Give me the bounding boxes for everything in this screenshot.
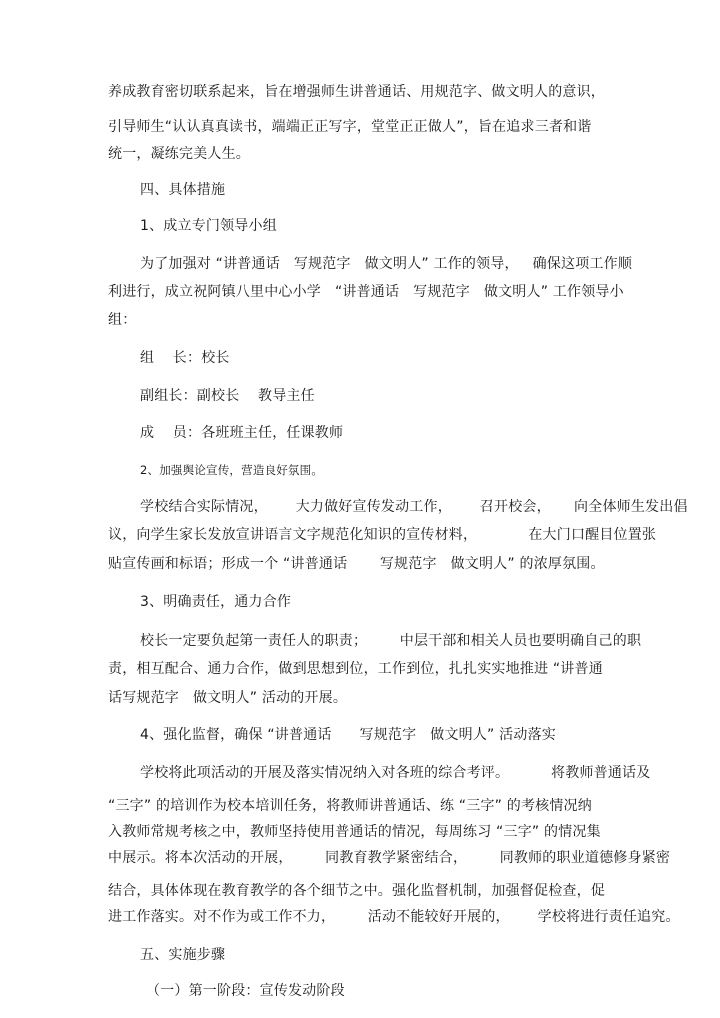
group-members: 成 员：各班班主任，任课教师 bbox=[140, 425, 344, 441]
item-4-line-3: 入教师常规考核之中，教师坚持使用普通话的情况，每周练习 “三字” 的情况集 bbox=[108, 824, 601, 840]
item-4-line-5: 结合，具体体现在教育教学的各个细节之中。强化监督机制，加强督促检查，促 bbox=[108, 883, 605, 899]
group-leader: 组 长：校长 bbox=[140, 350, 230, 366]
item-3-line-2: 责，相互配合、通力合作，做到思想到位，工作到位，扎扎实实地推进 “讲普通 bbox=[108, 661, 603, 677]
section-5-heading: 五、实施步骤 bbox=[140, 947, 226, 963]
item-4-line-1: 学校将此项活动的开展及落实情况纳入对各班的综合考评。 将教师普通话及 bbox=[140, 765, 651, 781]
intro-line-2: 引导师生“认认真真读书，端端正正写字，堂堂正正做人”，旨在追求三者和谐 bbox=[108, 119, 592, 135]
intro-line-1: 养成教育密切联系起来，旨在增强师生讲普通话、用规范字、做文明人的意识， bbox=[108, 84, 605, 100]
item-2-heading: 2、加强舆论宣传，营造良好氛围。 bbox=[140, 463, 324, 477]
item-2-line-1: 学校结合实际情况， 大力做好宣传发动工作， 召开校会， 向全体师生发出倡 bbox=[140, 499, 688, 515]
item-1-line-3: 组： bbox=[108, 312, 137, 328]
item-3-heading: 3、明确责任，通力合作 bbox=[140, 594, 292, 610]
item-4-line-2: “三字” 的培训作为校本培训任务，将教师讲普通话、练 “三字” 的考核情况纳 bbox=[108, 798, 592, 814]
item-2-line-2: 议，向学生家长发放宣讲语言文字规范化知识的宣传材料， 在大门口醒目位置张 bbox=[108, 527, 657, 543]
item-4-line-6: 进工作落实。对不作为或工作不力， 活动不能较好开展的， 学校将进行责任追究。 bbox=[108, 909, 680, 925]
item-3-line-1: 校长一定要负起第一责任人的职责； 中层干部和相关人员也要明确自己的职 bbox=[140, 633, 642, 649]
intro-line-3: 统一，凝练完美人生。 bbox=[108, 146, 250, 162]
item-4-heading: 4、强化监督，确保 “讲普通话 写规范字 做文明人” 活动落实 bbox=[140, 727, 556, 743]
section-4-heading: 四、具体措施 bbox=[140, 182, 226, 198]
item-3-line-3: 话写规范字 做文明人” 活动的开展。 bbox=[108, 690, 348, 706]
item-1-line-1: 为了加强对 “讲普通话 写规范字 做文明人” 工作的领导， 确保这项工作顺 bbox=[140, 256, 633, 272]
group-deputy: 副组长：副校长 教导主任 bbox=[140, 388, 315, 404]
item-4-line-4: 中展示。将本次活动的开展， 同教育教学紧密结合， 同教师的职业道德修身紧密 bbox=[108, 850, 671, 866]
step-1-heading: （一）第一阶段：宣传发动阶段 bbox=[146, 983, 345, 999]
item-1-heading: 1、成立专门领导小组 bbox=[140, 218, 277, 234]
item-1-line-2: 利进行，成立祝阿镇八里中心小学 “讲普通话 写规范字 做文明人” 工作领导小 bbox=[108, 284, 624, 300]
item-2-line-3: 贴宣传画和标语；形成一个 “讲普通话 写规范字 做文明人” 的浓厚氛围。 bbox=[108, 556, 605, 572]
